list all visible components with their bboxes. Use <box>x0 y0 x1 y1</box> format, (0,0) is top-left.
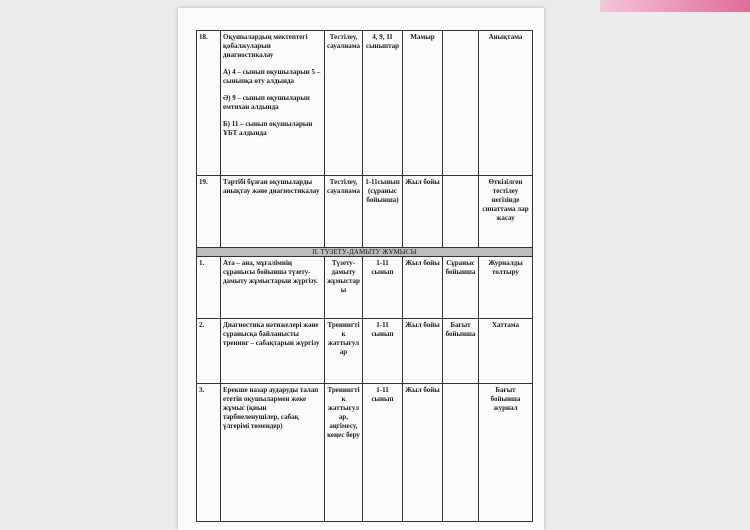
time-cell: Жыл бойы <box>403 319 443 384</box>
task-cell: Ерекше назар аударуды талап ететін оқушылармен жеке жұмыс (қиын тәрбиеленушілер, сабақ үлгерімі төмендер) <box>221 384 325 522</box>
result-cell: Анықтама <box>479 31 533 176</box>
table-row <box>197 319 533 384</box>
form-cell: Тренингтік жаттығулар <box>325 319 363 384</box>
row-number: 19. <box>197 176 221 248</box>
row-number: 2. <box>197 319 221 384</box>
task-cell: Оқушылардың мектептегі қобалжуларын диагностикалау А) 4 – сынып оқушыларын 5 – сыныпқа өту алдында Ә) 9 – сынып оқушыларын емтихан алдында Б) 11 – сынып оқушыларын ҰБТ алдында <box>221 31 325 176</box>
table-row <box>197 31 533 176</box>
result-cell: Журналды толтыру <box>479 257 533 319</box>
time-cell: Мамыр <box>403 31 443 176</box>
table-row <box>197 384 533 522</box>
form-cell: Түзету-дамыту жұмыстары <box>325 257 363 319</box>
plan-table <box>196 30 533 522</box>
class-cell: 1-11 сынып <box>363 384 403 522</box>
form-cell: Тренингтік жаттығулар, әңгімесу, кеңес беру <box>325 384 363 522</box>
form-cell: Тестілеу, сауалнама <box>325 176 363 248</box>
class-cell: 1-11сынып (сұраныс бойынша) <box>363 176 403 248</box>
time-cell: Жыл бойы <box>403 176 443 248</box>
task-cell: Тәртібі бұзған оқушыларды анықтау және диагностикалау <box>221 176 325 248</box>
task-cell: Диагностика нәтижелері және сұранысқа байланысты тренинг – сабақтарын жүргізу <box>221 319 325 384</box>
result-cell: Өткізілген тестілеу негізінде сипаттама лар жасау <box>479 176 533 248</box>
section-title: II. ТҮЗЕТУ-ДАМЫТУ ЖҰМЫСЫ <box>197 248 533 257</box>
form-cell: Тестілеу, сауалнама <box>325 31 363 176</box>
plan-table-container <box>196 30 532 522</box>
task-cell: Ата – ана, мұғалімнің сұранысы бойынша түзету-дамыту жұмыстарын жүргізу. <box>221 257 325 319</box>
table-row <box>197 176 533 248</box>
resp-cell: Сұраныс бойынша <box>443 257 479 319</box>
section-header-row <box>197 248 533 257</box>
resp-cell: Бағыт бойынша <box>443 319 479 384</box>
result-cell: Бағыт бойынша журнал <box>479 384 533 522</box>
class-cell: 1-11 сынып <box>363 319 403 384</box>
result-cell: Хаттама <box>479 319 533 384</box>
row-number: 1. <box>197 257 221 319</box>
row-number: 3. <box>197 384 221 522</box>
resp-cell <box>443 31 479 176</box>
resp-cell <box>443 176 479 248</box>
time-cell: Жыл бойы <box>403 257 443 319</box>
resp-cell <box>443 384 479 522</box>
class-cell: 1-11 сынып <box>363 257 403 319</box>
table-row <box>197 257 533 319</box>
class-cell: 4, 9, 11 сыныптар <box>363 31 403 176</box>
time-cell: Жыл бойы <box>403 384 443 522</box>
pink-edge-band <box>600 0 750 12</box>
row-number: 18. <box>197 31 221 176</box>
